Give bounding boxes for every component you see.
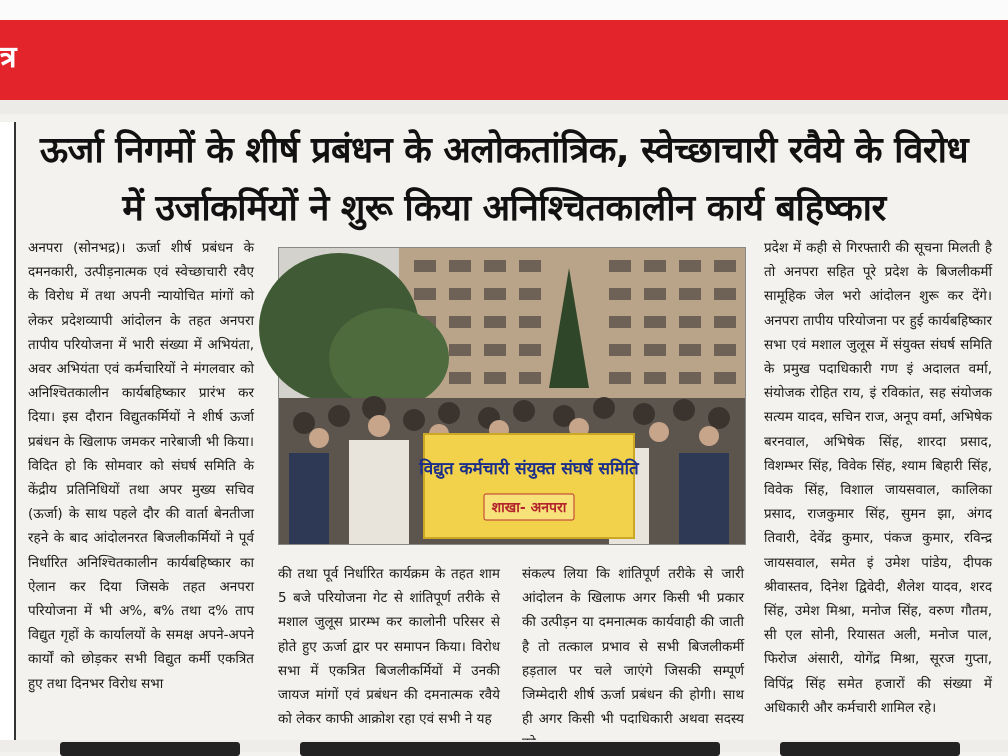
cutoff-glyphs-2: [300, 742, 720, 756]
protest-photo-illustration: [279, 248, 745, 544]
article-column-1: [28, 236, 254, 736]
protest-photo: [278, 247, 746, 545]
headline-line-1: ऊर्जा निगमों के शीर्ष प्रबंधन के अलोकतांत्रिक, स्वेच्छाचारी रवैये के विरोध: [39, 130, 969, 171]
page-top-margin: [0, 0, 1008, 20]
article-column-4: [764, 236, 992, 736]
section-banner-title: त्र: [0, 40, 17, 75]
photo-banner-sub: शाखा- अनपरा: [491, 500, 567, 516]
section-banner: [0, 20, 1008, 100]
cutoff-glyphs-1: [60, 742, 240, 756]
article-headline: [0, 122, 1008, 238]
article-text-col1: अनपरा (सोनभद्र)। ऊर्जा शीर्ष प्रबंधन के दमनकारी, उत्पीड़नात्मक एवं स्वेच्छाचारी रवैए के विरोध में तथा अपनी न्यायोचित मांगों को लेकर प्रदेशव्यापी आंदोलन के तहत अनपरा तापीय परियोजना में भारी संख्या में अभियंता, अवर अभियंता एवं कर्मचारियों ने मंगलवार को अनिश्चितकालीन कार्यबहिष्कार प्रारंभ कर दिया। इस दौरान विद्युतकर्मियों ने शीर्ष ऊर्जा प्रबंधन के खिलाफ जमकर नारेबाजी भी किया। विदित हो कि सोमवार को संघर्ष समिति के केंद्रीय प्रतिनिधियों तथा अपर मुख्य सचिव (ऊर्जा) के साथ पहले दौर की वार्ता बेनतीजा रहने के बाद आंदोलनरत बिजलीकर्मियों ने पूर्व निर्धारित अनिश्चितकालीन कार्यबहिष्कार का ऐलान कर दिया जिसके तहत अनपरा परियोजना में भी अ%, ब% तथा द% ताप विद्युत गृहों के कार्यालयों के समक्ष अपने-अपने कार्यों को छोड़कर सभी विद्युत कर्मी एकत्रित हुए तथा दिनभर विरोध सभा: [28, 240, 254, 692]
banner-gap: [0, 100, 1008, 114]
article-column-2: [278, 562, 500, 740]
next-headline-cutoff: [0, 740, 1008, 752]
article-column-3: [522, 562, 744, 740]
photo-banner-main: विद्युत कर्मचारी संयुक्त संघर्ष समिति: [419, 459, 639, 479]
article-text-col3: संकल्प लिया कि शांतिपूर्ण तरीके से जारी आंदोलन के खिलाफ अगर किसी भी प्रकार की उत्पीड़न या दमनात्मक कार्यवाही की जाती है तो तत्काल प्रभाव से सभी बिजलीकर्मी हड़ताल पर चले जाएंगे जिसकी सम्पूर्ण जिम्मेदारी शीर्ष ऊर्जा प्रबंधन की होगी। साथ ही अगर किसी भी पदाधिकारी अथवा सदस्य: [522, 566, 744, 728]
article-text-col4: प्रदेश में कही से गिरफ्तारी की सूचना मिलती है तो अनपरा सहित पूरे प्रदेश के बिजलीकर्मी सामूहिक जेल भरो आंदोलन शुरू कर देंगे। अनपरा तापीय परियोजना पर हुई कार्यबहिष्कार सभा एवं मशाल जुलूस में संयुक्त संघर्ष समिति के प्रमुख पदाधिकारी गण इं अदालत वर्मा, संयोजक रोहित राय, इं रविकांत, सह संयोजक सत्यम यादव, सचिन राज, अनूप वर्मा, अभिषेक बरनवाल, अभिषेक सिंह, शारदा प्रसाद, विशम्भर सिंह, विवेक सिंह, श्याम बिहारी सिंह, विवेक सिंह, विशाल जायसवाल, कालिका प्रसाद, राजकुमार सिंह, सुमन झा, अंगद तिवारी, देवेंद्र कुमार, पंकज कुमार, रविन्द्र जायसवाल, समेत इं उमेश पांडेय, दीपक श्रीवास्तव, दिनेश द्विवेदी, शैलेश यादव, शरद सिंह, उमेश मिश्रा, मनोज सिंह, वरुण गौतम, सी एल सोनी, रियासत अली, मनोज पाल, फिरोज अंसारी, योगेंद्र मिश्रा, सूरज गुप्ता, विपिंद्र सिंह समेत हजारों की संख्या में अधिकारी और कर्मचारी शामिल रहे।: [764, 240, 992, 716]
headline-line-2: में उर्जाकर्मियों ने शुरू किया अनिश्चितकालीन कार्य बहिष्कार: [122, 188, 886, 229]
article-text-col2: की तथा पूर्व निर्धारित कार्यक्रम के तहत शाम 5 बजे परियोजना गेट से शांतिपूर्ण तरीके से मशाल जुलूस प्रारम्भ कर कालोनी परिसर से होते हुए ऊर्जा द्वार पर समापन किया। विरोध सभा में एकत्रित बिजलीकर्मियों में उनकी जायज मांगों एवं प्रबंधन की दमनात्मक रवैये को लेकर काफी आक्रोश रहा एवं सभी ने यह: [278, 566, 500, 728]
cutoff-glyphs-3: [780, 742, 960, 756]
